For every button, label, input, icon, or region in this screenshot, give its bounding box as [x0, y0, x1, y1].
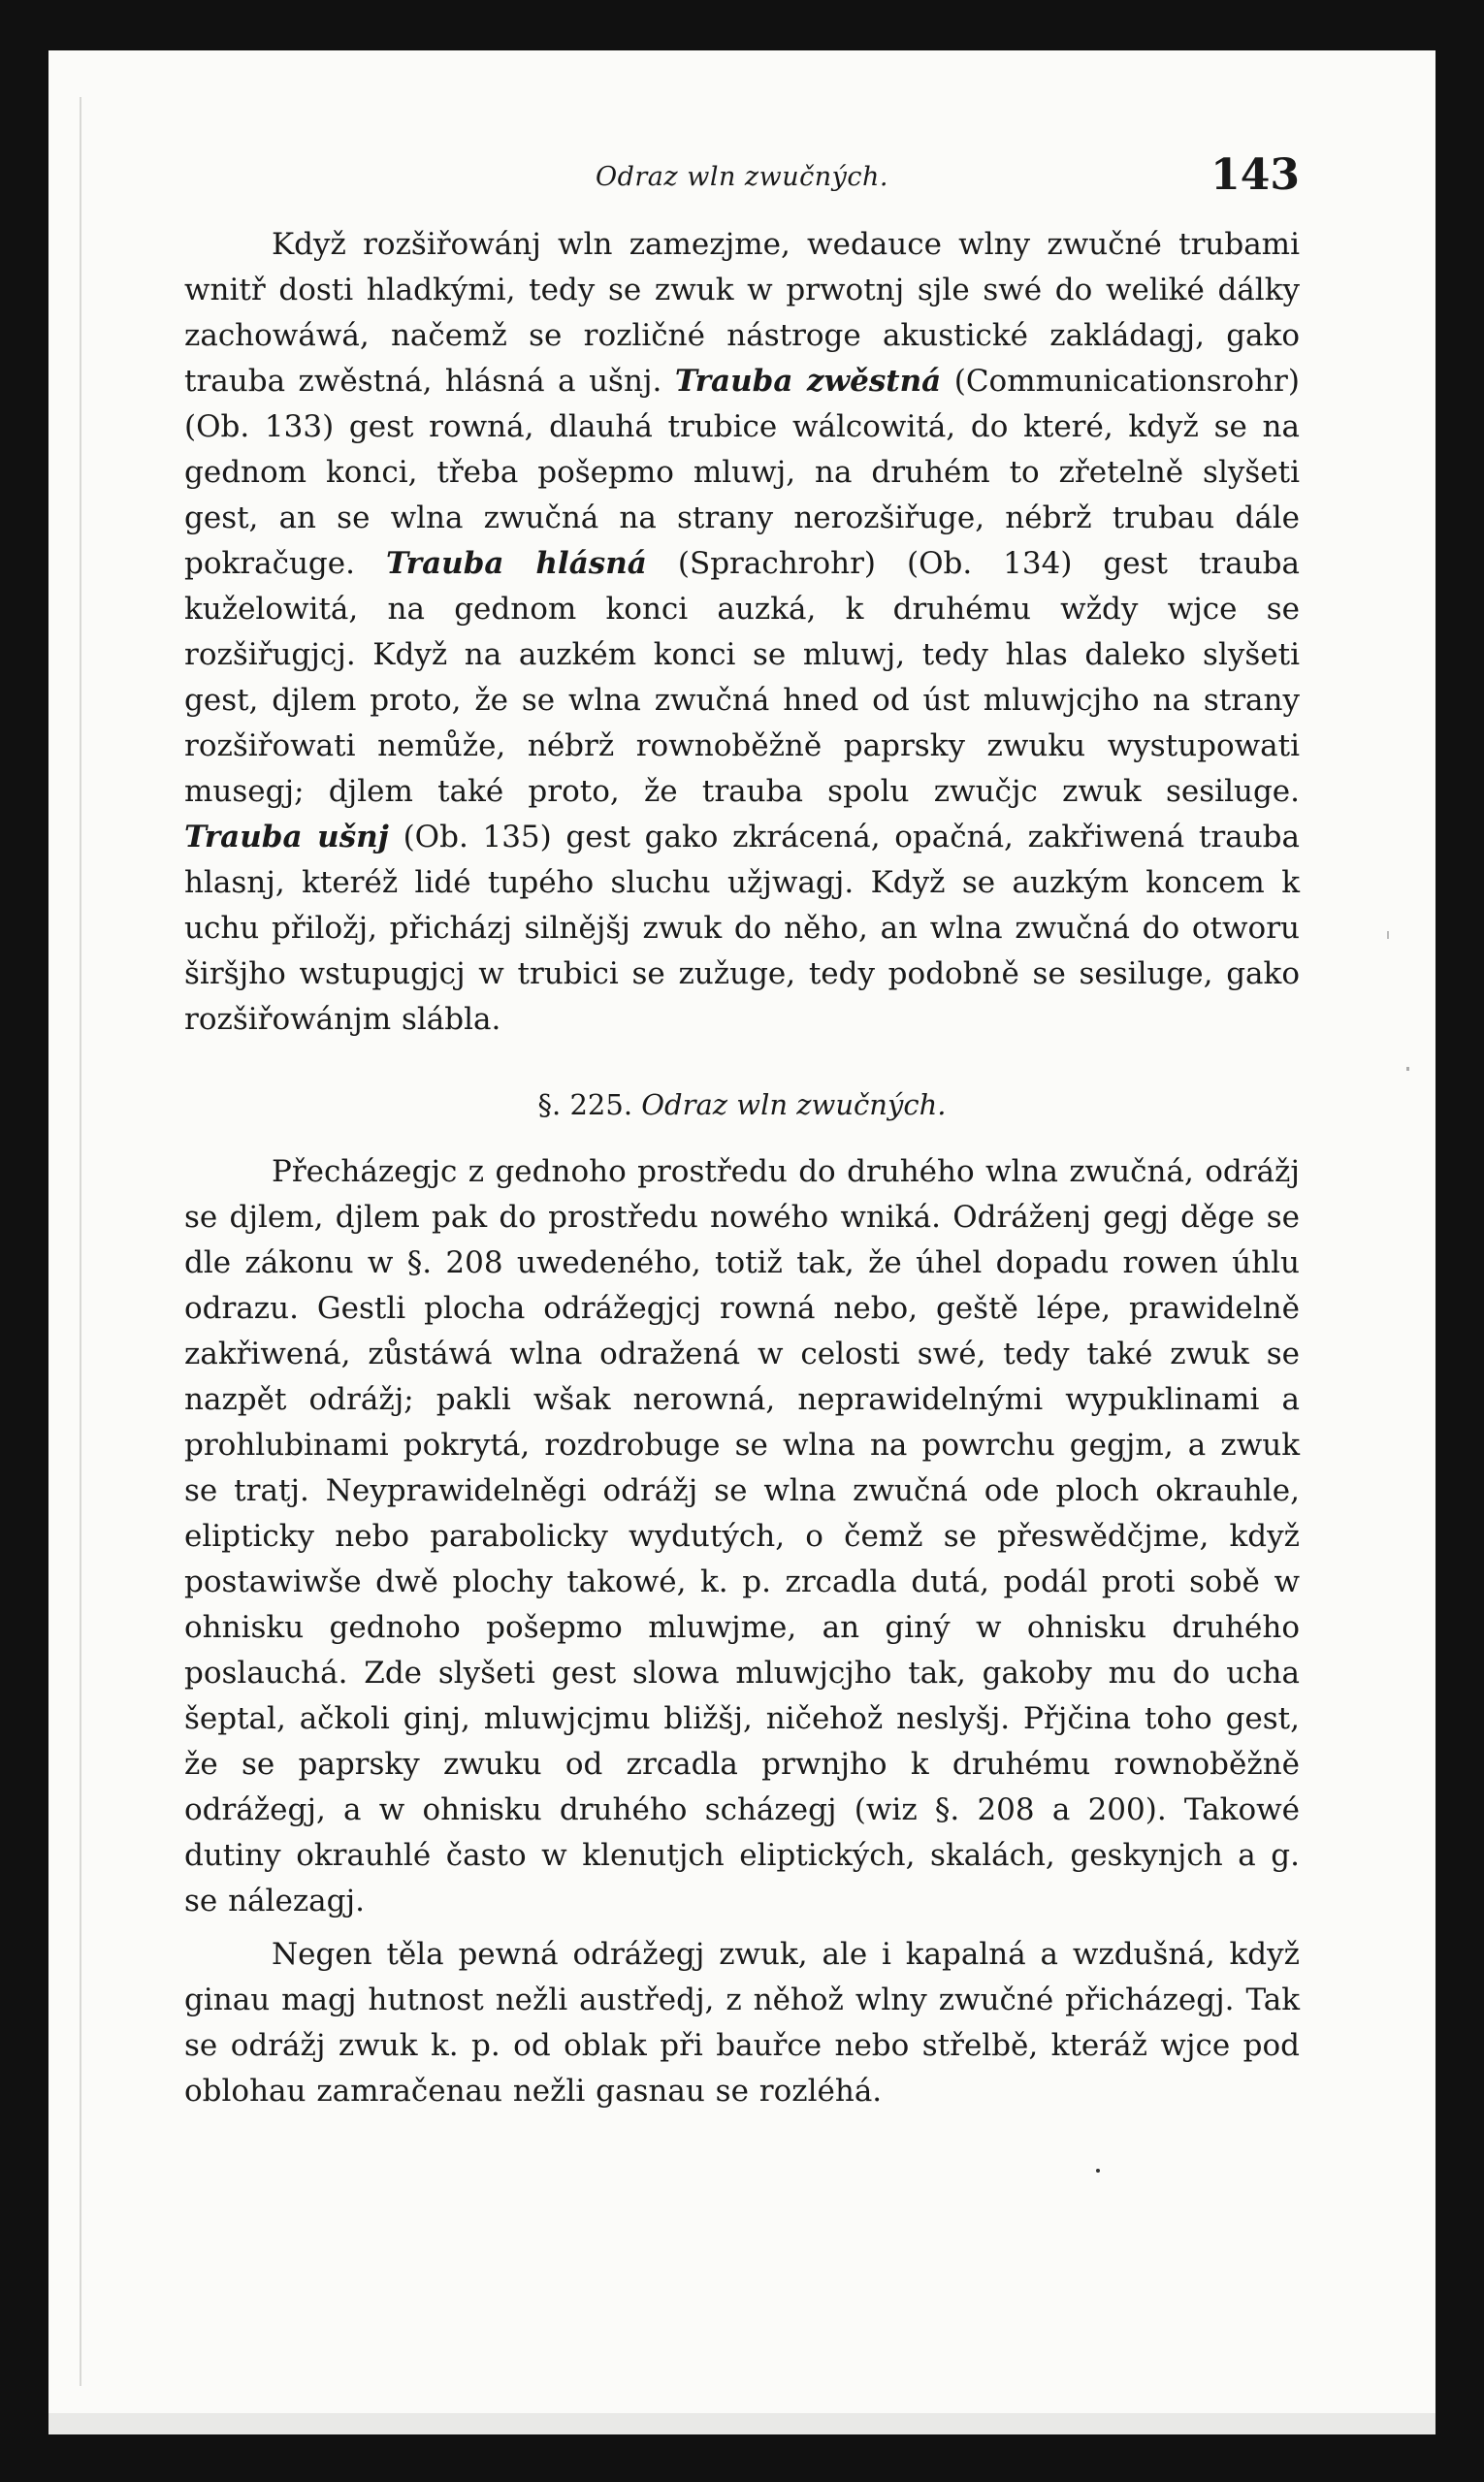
section-title: Odraz wln zwučných. — [641, 1088, 947, 1121]
paragraph-reflection: Přecházegjc z gednoho prostředu do druhého wlna zwučná, odrážj se djlem, djlem pak do prostředu nowého wniká. Odráženj gegj děge se dle zákonu w §. 208 uwedeného, totiž tak, že úhel dopadu rowen úhlu odrazu. Gestli plocha odrážegjcj rowná nebo, geště lépe, prawidelně zakřiwená, zůstáwá wlna odražená w celosti swé, tedy také zwuk se nazpět odrážj; pakli wšak nerowná, neprawidelnými wypuklinami a prohlubinami pokrytá, rozdrobuge se wlna na powrchu gegjm, a zwuk se tratj. Neyprawidelněgi odrážj se wlna zwučná ode ploch okrauhle, elipticky nebo parabolicky wydutých, o čemž se přeswědčjme, když postawiwše dwě plochy takowé, k. p. zrcadla dutá, podál proti sobě w ohnisku gednoho pošepmo mluwjme, an giný w ohnisku druhého poslauchá. Zde slyšeti gest slowa mluwjcjho tak, gakoby mu do ucha šeptal, ačkoli ginj, mluwjcjmu bližšj, ničehož neslyšj. Přjčina toho gest, že se paprsky zwuku od zrcadla prwnjho k druhému rownoběžně odrážegj, a w ohnisku druhého scházegj (wiz §. 208 a 200). Takowé dutiny okrauhlé často w klenutjch eliptických, skalách, geskynjch a g. se nálezagj. — [184, 1154, 1300, 1918]
text-run: (Communicationsrohr) (Ob. 133) gest rowná, dlauhá trubice wálcowitá, do které, když se na gednom konci, třeba pošepmo mluwj, na druhém to zřetelně slyšeti gest, an se wlna zwučná na strany nerozšiřuge, nébrž trubau dále pokračuge. — [184, 364, 1300, 581]
scan-speck — [1387, 931, 1389, 939]
running-head — [184, 150, 1300, 209]
paragraph-sound-tubes — [184, 222, 1300, 1043]
scan-speck — [1406, 1067, 1409, 1071]
text-run: (Ob. 135) gest gako zkrácená, opačná, zakřiwená trauba hlasnj, kteréž lidé tupého sluchu užjwagj. Když se auzkým koncem k uchu přiložj, přicházj silnějšj zwuk do něho, an wlna zwučná do otworu širšjho wstupugjcj w trubici se zužuge, tedy podobně se sesiluge, gako rozšiřowánjm slábla. — [184, 820, 1300, 1037]
term-trauba-usnj: Trauba ušnj — [184, 820, 389, 854]
section-heading — [184, 1085, 1300, 1124]
ink-dot — [1096, 2169, 1100, 2173]
section-number: §. 225. — [537, 1088, 633, 1121]
gutter-shadow — [80, 97, 81, 2386]
page-text — [184, 150, 1300, 2114]
page-number: 143 — [1210, 150, 1300, 200]
page-bottom-edge — [48, 2413, 1436, 2434]
running-title: Odraz wln zwučných. — [595, 162, 889, 192]
paragraph-reflection-media: Negen těla pewná odrážegj zwuk, ale i kapalná a wzdušná, když ginau magj hutnost nežli austředj, z něhož wlny zwučné přicházegj. Tak se odrážj zwuk k. p. od oblak při bauřce nebo střelbě, kteráž wjce pod oblohau zamračenau nežli gasnau se rozléhá. — [184, 1937, 1300, 2109]
term-trauba-hlasna: Trauba hlásná — [385, 546, 647, 581]
text-run: (Sprachrohr) (Ob. 134) gest trauba kuželowitá, na gednom konci auzká, k druhému wždy wjce se rozšiřugjcj. Když na auzkém konci se mluwj, tedy hlas daleko slyšeti gest, djlem proto, že se wlna zwučná hned od úst mluwjcjho na strany rozšiřowati nemůže, nébrž rownoběžně paprsky zwuku wystupowati musegj; djlem také proto, že trauba spolu zwučjc zwuk sesiluge. — [184, 546, 1301, 809]
text-run: Když rozšiřowánj wln zamezjme, wedauce wlny zwučné trubami wnitř dosti hladkými, tedy se zwuk w prwotnj sjle swé do weliké dálky zachowáwá, načemž se rozličné nástroge akustické zakládagj, gako trauba zwěstná, hlásná a ušnj. — [184, 227, 1300, 399]
term-trauba-zwestna: Trauba zwěstná — [674, 364, 942, 399]
